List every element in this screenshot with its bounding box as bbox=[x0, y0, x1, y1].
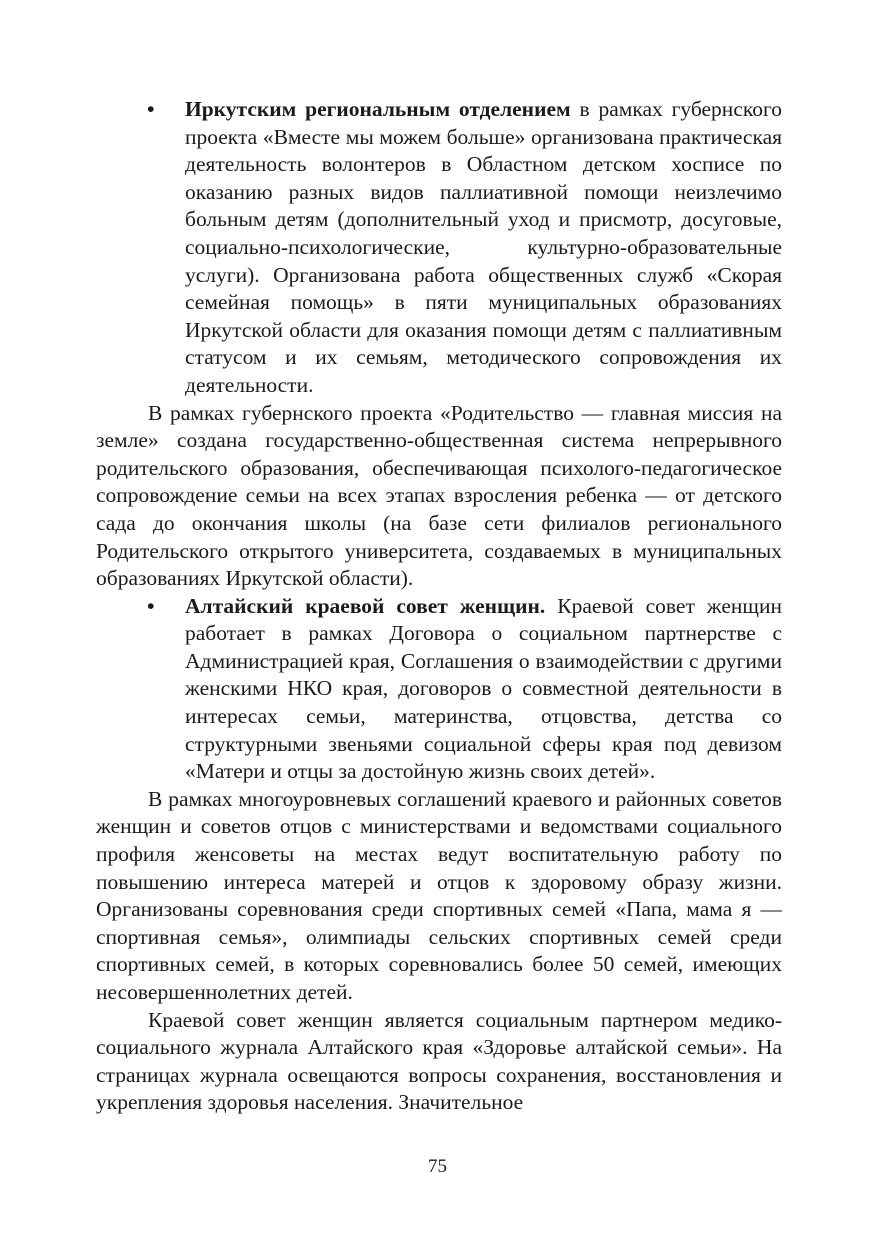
bullet-item-altai bbox=[96, 593, 782, 786]
bullet-marker: • bbox=[147, 593, 155, 618]
page-number: 75 bbox=[428, 1156, 447, 1177]
bullet-lead-text: Иркутским региональным отделением bbox=[185, 97, 571, 121]
paragraph-health-journal: Краевой совет женщин является социальным партнером медико-социального журнала Алтайского края «Здоровье алтайской семьи». На страницах журнала освещаются вопросы сохранения, восстановления и укрепления здоровья населения. Значительное bbox=[96, 1007, 782, 1115]
paragraph-multilevel-agreements: В рамках многоуровневых соглашений краевого и районных советов женщин и советов отцов с министерствами и ведомствами социального профиля женсоветы на местах ведут воспитательную работу по повышению интереса матерей и отцов к здоровому образу жизни. Организованы соревнования среди спортивных семей «Папа, мама я — спортивная семья», олимпиады сельских спортивных семей среди спортивных семей, в которых соревновались более 50 семей, имеющих несовершеннолетних детей. bbox=[96, 786, 782, 1004]
bullet-body-text: в рамках губернского проекта «Вместе мы можем больше» организована практическая деятельность волонтеров в Областном детском хосписе по оказанию разных видов паллиативной помощи неизлечимо больным детям (дополнительный уход и присмотр, досуговые, социально-психологические, культурно-образовательные услуги). Организована работа общественных служб «Скорая семейная помощь» в пяти муниципальных образованиях Иркутской области для оказания помощи детям с паллиативным статусом и их семьям, методического сопровождения их деятельности. bbox=[185, 97, 782, 397]
page-body bbox=[96, 96, 782, 1117]
bullet-lead-text: Алтайский краевой совет женщин. bbox=[185, 593, 546, 618]
bullet-item-irkutsk bbox=[96, 96, 782, 400]
bullet-body-text: Краевой совет женщин работает в рамках Договора о социальном партнерстве с Администрацией края, Соглашения о взаимодействии с другими женскими НКО края, договоров о совместной деятельности в интересах семьи, материнства, отцовства, детства со структурными звеньями социальной сферы края под девизом «Матери и отцы за достойную жизнь своих детей». bbox=[185, 593, 782, 784]
bullet-marker: • bbox=[147, 97, 155, 121]
paragraph-parenthood-project: В рамках губернского проекта «Родительство — главная миссия на земле» создана государственно-общественная система непрерывного родительского образования, обеспечивающая психолого-педагогическое сопровождение семьи на всех этапах взросления ребенка — от детского сада до окончания школы (на базе сети филиалов регионального Родительского открытого университета, создаваемых в муниципальных образованиях Иркутской области). bbox=[96, 400, 782, 591]
